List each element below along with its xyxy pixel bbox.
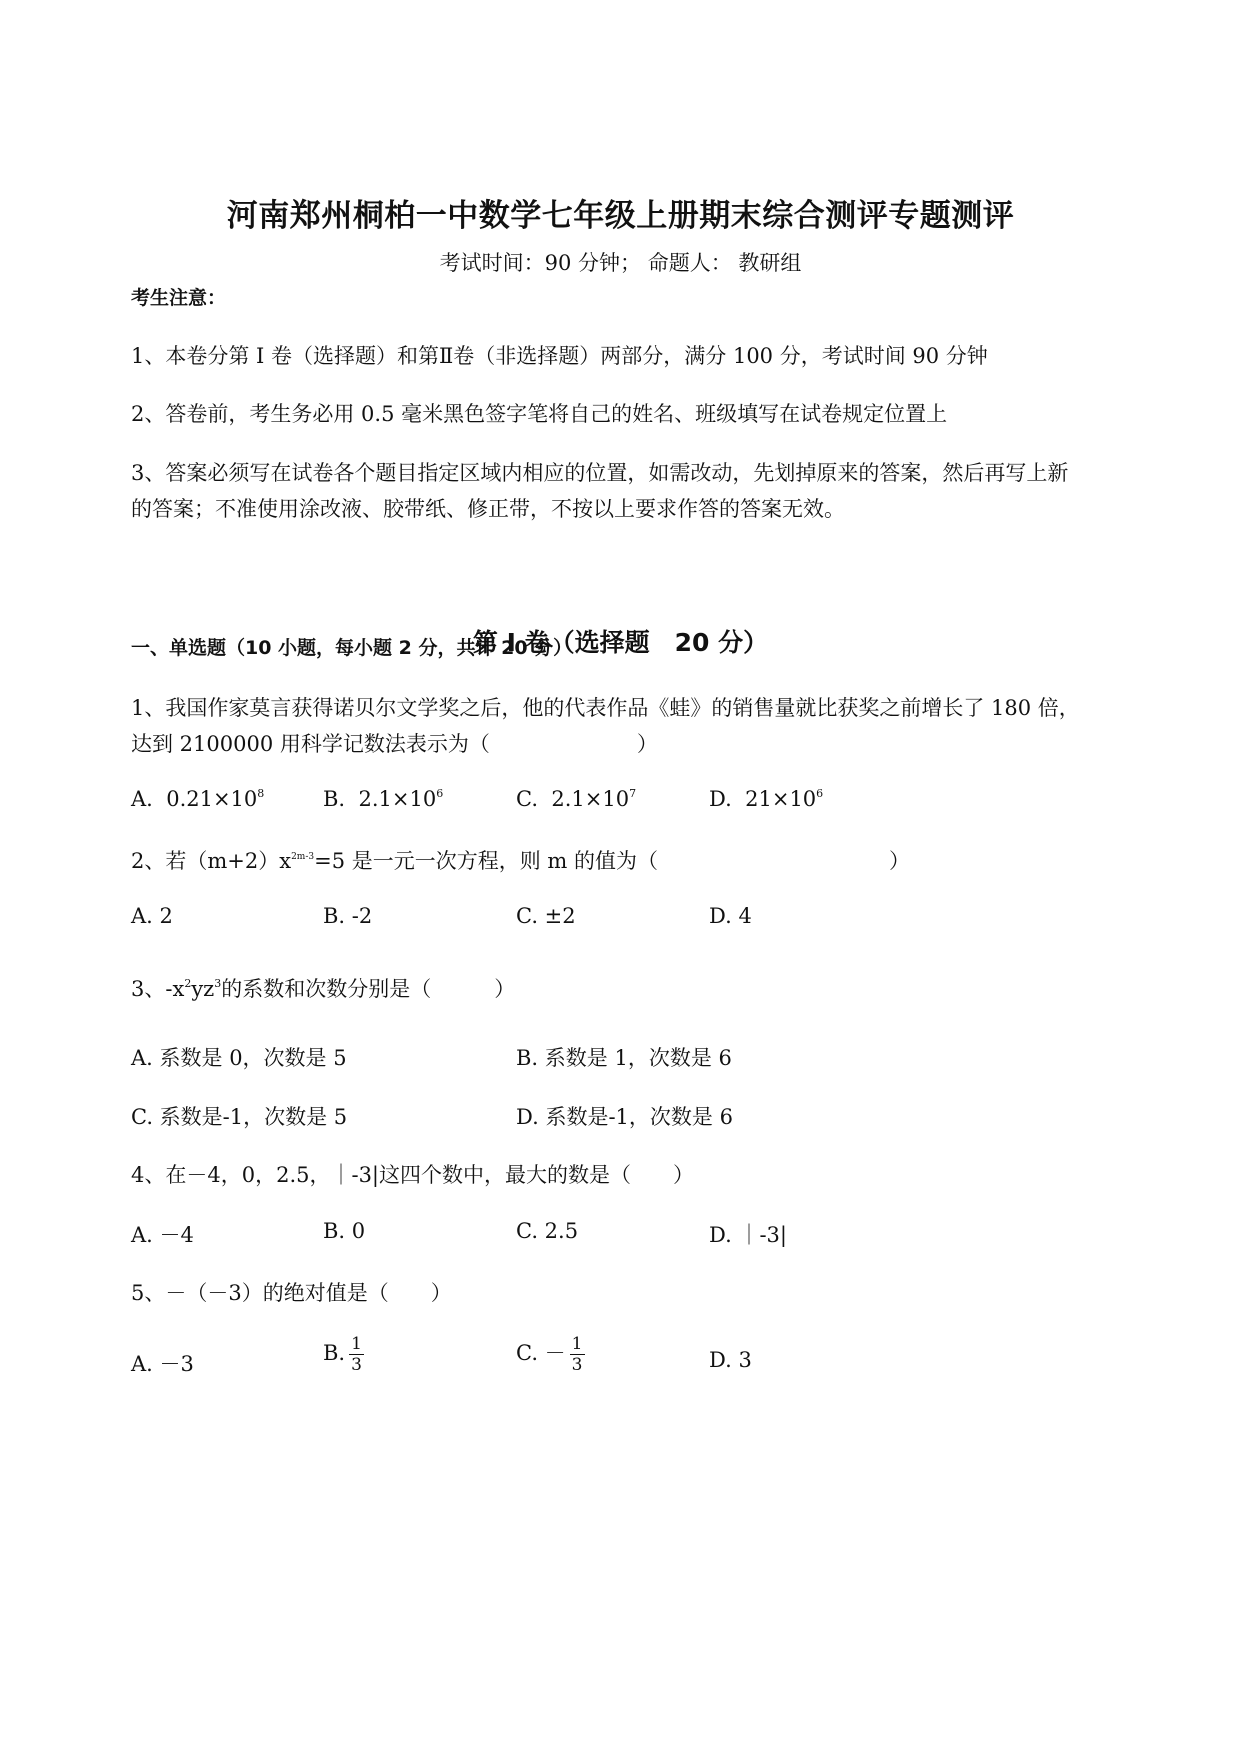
- option-label: C. －: [516, 1341, 566, 1365]
- document-title: 河南郑州桐柏一中数学七年级上册期末综合测评专题测评: [226, 198, 1015, 234]
- option-value: 2.1×10: [358, 787, 437, 811]
- question-1-option-c[interactable]: [516, 787, 636, 811]
- question-2-option-c[interactable]: C. ±2: [516, 904, 576, 928]
- option-label: A.: [131, 787, 153, 811]
- part-heading: 一、单选题（10 小题，每小题 2 分，共计 20 分）: [131, 637, 573, 659]
- question-2-option-b[interactable]: B. -2: [323, 904, 373, 928]
- notice-item-3-cont: 的答案；不准使用涂改液、胶带纸、修正带，不按以上要求作答的答案无效。: [131, 497, 845, 521]
- section-title: 第 I 卷（选择题 20 分）: [472, 628, 769, 657]
- option-value: 2.1×10: [551, 787, 630, 811]
- question-4-option-c[interactable]: C. 2.5: [516, 1219, 579, 1243]
- numerator: 1: [351, 1334, 362, 1354]
- numerator: 1: [571, 1334, 583, 1354]
- question-5-option-b[interactable]: [323, 1334, 364, 1375]
- question-1-option-d[interactable]: [709, 787, 823, 811]
- stem-part: 的系数和次数分别是（ ）: [221, 977, 516, 1001]
- stem-part: =5 是一元一次方程，则 m 的值为（ ）: [314, 849, 911, 873]
- question-3-stem: [131, 973, 515, 1003]
- option-value: 21×10: [745, 787, 817, 811]
- question-2-option-d[interactable]: D. 4: [709, 904, 752, 928]
- question-3-option-b[interactable]: B. 系数是 1，次数是 6: [516, 1046, 732, 1070]
- question-3-option-d[interactable]: D. 系数是-1，次数是 6: [516, 1105, 733, 1129]
- fraction: [349, 1334, 364, 1375]
- question-1-option-b[interactable]: [323, 787, 443, 811]
- option-label: B.: [323, 787, 346, 811]
- denominator: 3: [571, 1355, 583, 1375]
- question-3-option-c[interactable]: C. 系数是-1，次数是 5: [131, 1105, 348, 1129]
- option-label: B.: [323, 1341, 346, 1365]
- fraction: [570, 1334, 585, 1375]
- notice-item-3: 3、答案必须写在试卷各个题目指定区域内相应的位置，如需改动，先划掉原来的答案，然后再写上新: [131, 461, 1069, 485]
- question-5-option-d[interactable]: D. 3: [709, 1348, 752, 1372]
- question-5-stem: 5、－（－3）的绝对值是（ ）: [131, 1281, 452, 1305]
- option-value: 0.21×10: [166, 787, 258, 811]
- exponent: 7: [629, 787, 637, 800]
- stem-part: yz: [191, 977, 215, 1001]
- exponent: 2: [184, 977, 192, 990]
- question-2-option-a[interactable]: A. 2: [131, 904, 173, 928]
- question-1-line-2: 达到 2100000 用科学记数法表示为（ ）: [131, 732, 658, 756]
- exponent: 6: [816, 787, 824, 800]
- exponent: 2m-3: [291, 852, 315, 862]
- exam-info: 考试时间：90 分钟； 命题人： 教研组: [439, 251, 802, 275]
- exponent: 3: [214, 977, 222, 990]
- option-label: D.: [709, 787, 732, 811]
- stem-part: 3、-x: [131, 977, 185, 1001]
- denominator: 3: [351, 1355, 362, 1375]
- question-5-option-a[interactable]: A. －3: [131, 1352, 194, 1376]
- exponent: 6: [436, 787, 444, 800]
- option-label: C.: [516, 787, 538, 811]
- question-1-line-1: 1、我国作家莫言获得诺贝尔文学奖之后，他的代表作品《蛙》的销售量就比获奖之前增长了 180 倍，: [131, 696, 1080, 720]
- notice-heading: 考生注意：: [131, 287, 227, 309]
- question-5-option-c[interactable]: [516, 1334, 585, 1375]
- question-3-option-a[interactable]: A. 系数是 0，次数是 5: [131, 1046, 347, 1070]
- question-4-option-b[interactable]: B. 0: [323, 1219, 366, 1243]
- stem-part: 2、若（m+2）x: [131, 849, 292, 873]
- question-1-option-a[interactable]: [131, 787, 264, 811]
- notice-item-2: 2、答卷前，考生务必用 0.5 毫米黑色签字笔将自己的姓名、班级填写在试卷规定位置上: [131, 402, 948, 426]
- question-4-option-a[interactable]: A. －4: [131, 1223, 194, 1247]
- notice-item-1: 1、本卷分第 I 卷（选择题）和第Ⅱ卷（非选择题）两部分，满分 100 分，考试时间 90 分钟: [131, 344, 988, 368]
- question-4-option-d[interactable]: D. ｜-3|: [709, 1223, 787, 1247]
- question-2-stem: [131, 845, 910, 875]
- exponent: 8: [257, 787, 265, 800]
- question-4-stem: 4、在－4，0，2.5，｜-3|这四个数中，最大的数是（ ）: [131, 1163, 695, 1187]
